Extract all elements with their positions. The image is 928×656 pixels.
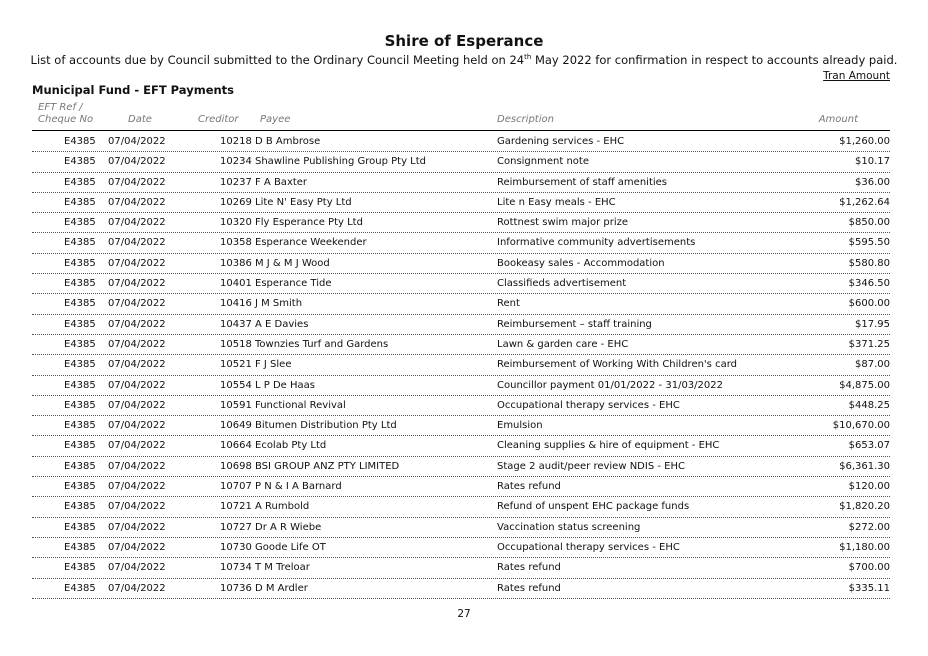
table-row xyxy=(32,579,890,599)
tran-amount-label: Tran Amount xyxy=(823,70,890,82)
row-ref: E4385 xyxy=(64,420,96,432)
table-row xyxy=(32,213,890,233)
row-amount: $335.11 xyxy=(848,582,890,594)
row-amount: $272.00 xyxy=(848,521,890,533)
row-creditor: 10649 xyxy=(220,420,252,432)
row-creditor: 10521 xyxy=(220,359,252,371)
row-date: 07/04/2022 xyxy=(108,196,166,208)
row-amount: $448.25 xyxy=(848,399,890,411)
table-row xyxy=(32,558,890,578)
row-amount: $1,260.00 xyxy=(839,136,890,147)
row-payee: J M Smith xyxy=(255,298,303,310)
table-row xyxy=(32,355,890,375)
row-ref: E4385 xyxy=(64,298,96,310)
row-description: Rates refund xyxy=(497,562,561,574)
row-date: 07/04/2022 xyxy=(108,582,166,594)
header-amount: Amount xyxy=(818,114,858,125)
row-ref: E4385 xyxy=(64,338,96,350)
row-creditor: 10554 xyxy=(220,379,252,391)
row-date: 07/04/2022 xyxy=(108,440,166,452)
row-date: 07/04/2022 xyxy=(108,359,166,371)
row-description: Lawn & garden care - EHC xyxy=(497,338,629,350)
row-ref: E4385 xyxy=(64,176,96,188)
row-date: 07/04/2022 xyxy=(108,237,166,249)
row-amount: $1,180.00 xyxy=(839,541,890,553)
row-ref: E4385 xyxy=(64,359,96,371)
row-description: Occupational therapy services - EHC xyxy=(497,541,680,553)
row-amount: $850.00 xyxy=(848,217,890,229)
header-creditor: Creditor xyxy=(198,114,239,125)
subtitle-superscript: th xyxy=(524,53,532,62)
table-row xyxy=(32,132,890,152)
table-row xyxy=(32,193,890,213)
row-amount: $120.00 xyxy=(848,481,890,493)
row-ref: E4385 xyxy=(64,399,96,411)
row-payee: D B Ambrose xyxy=(255,136,321,147)
row-date: 07/04/2022 xyxy=(108,278,166,290)
row-payee: Goode Life OT xyxy=(255,541,326,553)
row-description: Consignment note xyxy=(497,156,589,168)
row-payee: T M Treloar xyxy=(255,562,310,574)
page-subtitle xyxy=(0,53,928,67)
row-date: 07/04/2022 xyxy=(108,420,166,432)
row-amount: $653.07 xyxy=(848,440,890,452)
header-payee: Payee xyxy=(260,114,291,125)
row-date: 07/04/2022 xyxy=(108,156,166,168)
table-row xyxy=(32,518,890,538)
row-date: 07/04/2022 xyxy=(108,399,166,411)
row-creditor: 10736 xyxy=(220,582,252,594)
row-ref: E4385 xyxy=(64,562,96,574)
row-payee: F J Slee xyxy=(255,359,292,371)
row-date: 07/04/2022 xyxy=(108,176,166,188)
table-row xyxy=(32,416,890,436)
row-creditor: 10234 xyxy=(220,156,252,168)
row-ref: E4385 xyxy=(64,481,96,493)
table-row xyxy=(32,497,890,517)
row-amount: $6,361.30 xyxy=(839,460,890,472)
row-description: Refund of unspent EHC package funds xyxy=(497,501,690,513)
row-date: 07/04/2022 xyxy=(108,338,166,350)
row-payee: Fly Esperance Pty Ltd xyxy=(255,217,363,229)
row-description: Emulsion xyxy=(497,420,543,432)
row-date: 07/04/2022 xyxy=(108,460,166,472)
header-ref-line1: EFT Ref / xyxy=(38,102,83,113)
row-payee: F A Baxter xyxy=(255,176,308,188)
table-row xyxy=(32,294,890,314)
row-creditor: 10218 xyxy=(220,136,252,147)
row-date: 07/04/2022 xyxy=(108,481,166,493)
row-creditor: 10269 xyxy=(220,196,252,208)
table-header xyxy=(32,102,890,131)
section-title: Municipal Fund - EFT Payments xyxy=(32,83,235,97)
row-date: 07/04/2022 xyxy=(108,217,166,229)
row-date: 07/04/2022 xyxy=(108,379,166,391)
row-ref: E4385 xyxy=(64,278,96,290)
row-creditor: 10664 xyxy=(220,440,252,452)
row-amount: $10.17 xyxy=(855,156,890,168)
row-creditor: 10237 xyxy=(220,176,252,188)
row-description: Reimbursement of staff amenities xyxy=(497,176,668,188)
row-description: Classifieds advertisement xyxy=(497,278,627,290)
row-payee: Ecolab Pty Ltd xyxy=(255,440,327,452)
row-date: 07/04/2022 xyxy=(108,562,166,574)
row-ref: E4385 xyxy=(64,237,96,249)
row-date: 07/04/2022 xyxy=(108,501,166,513)
row-description: Occupational therapy services - EHC xyxy=(497,399,680,411)
row-ref: E4385 xyxy=(64,541,96,553)
table-row xyxy=(32,436,890,456)
row-ref: E4385 xyxy=(64,440,96,452)
row-amount: $1,262.64 xyxy=(839,196,890,208)
row-date: 07/04/2022 xyxy=(108,257,166,269)
table-row xyxy=(32,477,890,497)
row-ref: E4385 xyxy=(64,257,96,269)
row-payee: Functional Revival xyxy=(255,399,346,411)
row-date: 07/04/2022 xyxy=(108,318,166,330)
row-date: 07/04/2022 xyxy=(108,541,166,553)
row-creditor: 10437 xyxy=(220,318,252,330)
subtitle-suffix: May 2022 for confirmation in respect to accounts already paid. xyxy=(531,53,898,67)
row-description: Cleaning supplies & hire of equipment - EHC xyxy=(497,440,720,452)
row-payee: Esperance Weekender xyxy=(255,237,367,249)
row-creditor: 10591 xyxy=(220,399,252,411)
row-amount: $1,820.20 xyxy=(839,501,890,513)
row-date: 07/04/2022 xyxy=(108,521,166,533)
row-ref: E4385 xyxy=(64,501,96,513)
table-row xyxy=(32,274,890,294)
row-creditor: 10518 xyxy=(220,338,252,350)
row-ref: E4385 xyxy=(64,460,96,472)
row-amount: $10,670.00 xyxy=(832,420,890,432)
page-title: Shire of Esperance xyxy=(384,32,544,50)
row-payee: M J & M J Wood xyxy=(255,257,330,269)
row-payee: Bitumen Distribution Pty Ltd xyxy=(255,420,397,432)
row-amount: $580.80 xyxy=(848,257,890,269)
header-ref xyxy=(38,102,94,126)
table-row xyxy=(32,173,890,193)
row-ref: E4385 xyxy=(64,217,96,229)
row-creditor: 10320 xyxy=(220,217,252,229)
row-description: Rates refund xyxy=(497,481,561,493)
row-description: Rates refund xyxy=(497,582,561,594)
row-description: Rent xyxy=(497,298,520,310)
row-payee: Shawline Publishing Group Pty Ltd xyxy=(255,156,427,168)
row-description: Reimbursement – staff training xyxy=(497,318,652,330)
row-amount: $700.00 xyxy=(848,562,890,574)
row-description: Lite n Easy meals - EHC xyxy=(497,196,616,208)
row-payee: A E Davies xyxy=(255,318,309,330)
row-creditor: 10358 xyxy=(220,237,252,249)
header-ref-line2: Cheque No xyxy=(38,114,94,125)
row-description: Councillor payment 01/01/2022 - 31/03/2022 xyxy=(497,379,723,391)
table-row xyxy=(32,538,890,558)
row-description: Reimbursement of Working With Children's card xyxy=(497,359,737,371)
row-date: 07/04/2022 xyxy=(108,136,166,147)
row-amount: $17.95 xyxy=(855,318,890,330)
row-description: Bookeasy sales - Accommodation xyxy=(497,257,665,269)
row-ref: E4385 xyxy=(64,582,96,594)
page-number: 27 xyxy=(457,608,471,620)
row-amount: $4,875.00 xyxy=(839,379,890,391)
row-creditor: 10698 xyxy=(220,460,252,472)
row-payee: Esperance Tide xyxy=(255,278,332,290)
table-row xyxy=(32,376,890,396)
table-row xyxy=(32,254,890,274)
row-date: 07/04/2022 xyxy=(108,298,166,310)
row-creditor: 10730 xyxy=(220,541,252,553)
table-row xyxy=(32,233,890,253)
row-description: Vaccination status screening xyxy=(497,521,641,533)
table-row xyxy=(32,315,890,335)
row-payee: Lite N' Easy Pty Ltd xyxy=(255,196,352,208)
header-description: Description xyxy=(497,114,554,125)
row-payee: D M Ardler xyxy=(255,582,308,594)
row-ref: E4385 xyxy=(64,521,96,533)
table-row xyxy=(32,335,890,355)
row-ref: E4385 xyxy=(64,318,96,330)
row-creditor: 10734 xyxy=(220,562,252,574)
table-row xyxy=(32,152,890,172)
row-payee: BSI GROUP ANZ PTY LIMITED xyxy=(255,460,400,472)
row-payee: Townzies Turf and Gardens xyxy=(255,338,389,350)
row-creditor: 10416 xyxy=(220,298,252,310)
row-description: Informative community advertisements xyxy=(497,237,696,249)
row-amount: $346.50 xyxy=(848,278,890,290)
row-amount: $87.00 xyxy=(855,359,890,371)
row-amount: $36.00 xyxy=(855,176,890,188)
row-ref: E4385 xyxy=(64,379,96,391)
row-ref: E4385 xyxy=(64,196,96,208)
row-description: Gardening services - EHC xyxy=(497,136,625,147)
row-creditor: 10727 xyxy=(220,521,252,533)
header-date: Date xyxy=(128,114,152,125)
table-row xyxy=(32,396,890,416)
row-payee: Dr A R Wiebe xyxy=(255,521,322,533)
row-payee: L P De Haas xyxy=(255,379,315,391)
payments-table xyxy=(32,132,890,599)
row-description: Rottnest swim major prize xyxy=(497,217,629,229)
row-payee: P N & I A Barnard xyxy=(255,481,342,493)
row-amount: $371.25 xyxy=(848,338,890,350)
row-creditor: 10707 xyxy=(220,481,252,493)
row-ref: E4385 xyxy=(64,136,96,147)
row-creditor: 10386 xyxy=(220,257,252,269)
row-description: Stage 2 audit/peer review NDIS - EHC xyxy=(497,460,685,472)
row-creditor: 10401 xyxy=(220,278,252,290)
subtitle-prefix: List of accounts due by Council submitted to the Ordinary Council Meeting held on 24 xyxy=(30,53,525,67)
table-row xyxy=(32,457,890,477)
row-ref: E4385 xyxy=(64,156,96,168)
row-payee: A Rumbold xyxy=(255,501,310,513)
row-amount: $600.00 xyxy=(848,298,890,310)
row-amount: $595.50 xyxy=(848,237,890,249)
row-creditor: 10721 xyxy=(220,501,252,513)
